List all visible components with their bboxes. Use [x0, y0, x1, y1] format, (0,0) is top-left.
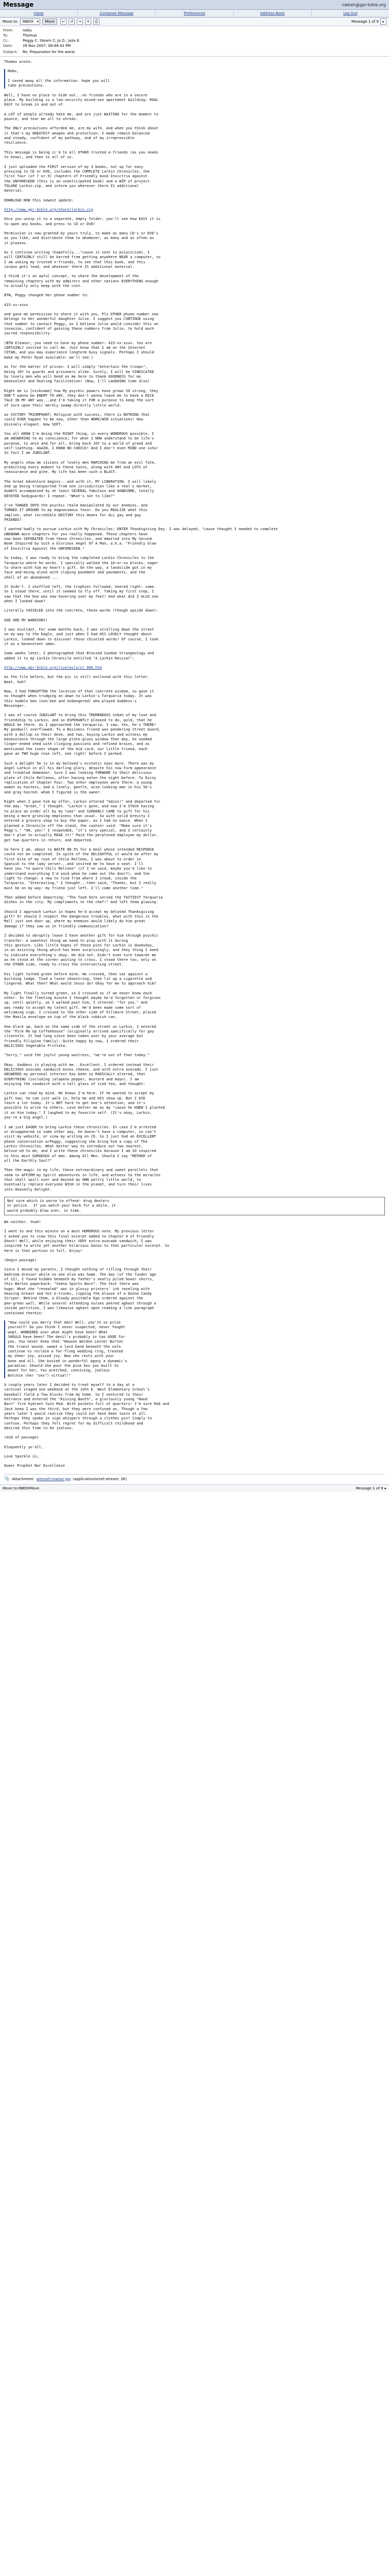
body-paragraph: As the file before, but the pic is still enclosed with this letter. Neat, huh? [4, 675, 150, 684]
delete-icon[interactable]: ✕ [85, 19, 91, 25]
user-email: nwbeh@gpr-bible.org [342, 2, 386, 7]
message-body [0, 57, 389, 1469]
nav-preferences-link[interactable]: Preferences [156, 10, 233, 17]
folder-select[interactable]: INBOX ▾ [20, 19, 40, 25]
message-headers [0, 26, 389, 57]
forward-icon[interactable]: ↪ [77, 19, 83, 25]
body-paragraph: Once you unzip it to a separate, empty folder, you'll see how EASY it is to open any books, and press to CD or DVD! [4, 217, 161, 226]
body-paragraph: I just uploaded the FIRST version of my 3 books, not up for easy pressing to CD or DVD, includes the COMPLETE Larkin Chronicles, the first four (of 7 or 9) chapters of Friendly Good Invictria against the UNFORESEEN (this is an unanticipated book) and a WIP of project TOLARE Larkin.zip, and inform you wherever there IS additional material. [4, 164, 150, 193]
chronicle-link[interactable]: http://www.gpr-bible.org/rivetasle/LC_006.htm [4, 666, 102, 670]
body-paragraph: Right when I gave him my offer, Larkin uttered "Adios!" and departed for the day. "Great," I thought. "Larkin's gone, and now I'm STUCK having to place an order all by my lone" and SUDDENLY CAME to gift for his being a more grieving emptiness than usual. So with solid brevity I entered a grocery shop to buy the paper, as I had no ounce. When I planned a Chronicle off the stand, the cashier said: "Make sure it's Pegg's." "OH, yes!" I responded, "it's very special, and I certainly don't plan to actually READ it!" Paid the perplexed employee my dollar, got two quarters in return, and departed. [4, 799, 161, 842]
body-paragraph: Since I moved my parents, I thought nothing of rifling through their bedroom dresser while no one else was home. The day (of the funder age of 12), I found hidden beneath my father's neatly piled boxer shorts, this Barton paperback: "Veena Sports Barn". The text there was huge: What she "revealed" was in glossy printers' ink reveling with heaving breast and hot e-trunks, ripping the blouse of a Dunne Candy Striper. Behind them, a bloody positable Ego ordered against the pee-green wall. While several attending nurses peered aghast through a inside partition, I was likewise aghast upon reading a line paragraph contained therein: [4, 1267, 157, 1315]
phone-number: 415-xx-xxxx [4, 302, 28, 307]
body-paragraph: So here I am, about to WASTE 80.5% for a meal whose intended RESPONSE could not be completed. In spite of the DELIGHTFUL it would be after my first bite of my rose of Chile Relleno, I was about to order in Spanish to the lady server...and invited me to have a seat. I'll have you "Yo quero Chili Relleno" (if I've said, maybe you'd like to understand everything I'd said when he came out the door?), and the light to change: a new to find from where I stood, inside the Tarquaria. "Interesting," I thought...then said, "Thanks, but I really must be on my way: my friend just left. I'll come another time." [4, 848, 159, 890]
body-paragraph: It didn't. I shuffled left, the trophies followed. Veered right: same. So I stood there, until it seemed to fly off. Taking my first step, I saw that the bee was now hovering over my feet! And what did I ALSO see when I looked down? [4, 584, 159, 603]
body-paragraph: "Sorry," said the joyful young waitress, "we're out of that today." [4, 1053, 150, 1058]
from-value[interactable]: nobu [23, 28, 32, 32]
body-paragraph: and gave me permission to share it with you. Pls OTHER phone number now belongs to her wonderful daughter Julie. I suggest you CONTINUE using that number to contact Peggy, as I believe Julie would consider this an invasion, confident of gaining these numbers from Julie, to hold much sacred responsibility. [4, 312, 159, 336]
subject-value: Re: Preparation for the worst [23, 50, 75, 54]
body-paragraph: Should I approach Larkin in hopes he'd accept my belated Thanksgiving gift? Or should I respect the dangerous troubles, what with this in the Mall just one door up, where my enemies would likely do him great damage if they saw us in friendly communication? [4, 909, 159, 928]
body-paragraph: Now, I had FORGOTTEN the location of that concrete wisdom, so gave it no thought when trudging on down to Larkin's Tarquaria today. It was this humble bee (non-bee and endangered) who played Goddess's Messenger. [4, 689, 154, 708]
nav-address-book-link[interactable]: Address Book [234, 10, 312, 17]
next-message-icon[interactable]: ▸ [384, 1486, 386, 1490]
message-toolbar [0, 18, 389, 26]
next-message-icon[interactable]: ▸ [380, 19, 386, 25]
download-link[interactable]: http://www.gpr-bible.org/share/larkin.zip [4, 207, 93, 212]
body-paragraph: I was of course JUBILANT to bring this TREMENDOUS token of my love and friendship to Larkin, and so ESPERANTLY pleased to do, gold, that he WOULD be there. As I approached the tarquaria, I saw: Yes, he's THERE! My goodwill overflowed: To a Business friend was pondering Street Guard, with a dollop in their desk, and two, buying Larkin and witness my benevolence through the large plate-glass window that day, he seemed linger-ended shed with clinging passions and refined brains, and as mentioned the inner shape of the bid card, our little friend, each gave an TWO huge rose left, one right! before I parked. [4, 713, 161, 756]
subject-label: Subject: [3, 50, 18, 54]
attachment-row [4, 1474, 385, 1482]
body-paragraph: A couple years later I decided to treat myself to a day at a carnival staged one weekend at the John E. West Elementary School's baseball field a few blocks from my home. So I ventured to their entrance and entered the "Kissing Booth", a gloriously young "Hand Barn" fire hydrant twin Red. With pockets full of quarters! I'm sure Rob and Jack knew I was the third, but they were confused as, Though a few years later I would realize they could not have been twins at all. Perhaps they spoke in sign whispers through a clothes pin? Simply to confuse. Perhaps they felt regret for my difficult childhood and desired this time to be jealous. [4, 1382, 170, 1431]
nav-bar [0, 10, 389, 18]
cc-label: Cc: [3, 39, 9, 43]
body-paragraph: His light turned green before mine. He crossed, then sat against a building ledge. Tied a loose shoestring, then lit up a cigarette and lingered. What then? What would Jesus do? Okay for me to approach him? [4, 972, 157, 986]
body-paragraph: (begin passage) [4, 1258, 37, 1263]
message-position: Message 1 of 9 [351, 20, 379, 24]
body-paragraph: My angels show me visions of lovely men MARCHING me from an evil fate, predicting every moment to these twins, along with ANY and LOTS of reassurance and glee. My life has been such a BLAST. [4, 460, 157, 474]
body-paragraph: I am just EAGER to bring Larkin these chronicles. In case I'm arrested or disappeared in some other way, he doesn't have a computer, so can't visit my website, or view my writing on CD. So I just had an EXCELLENT phone conversation w/Peggy, suggesting she bring him a copy of The Larkin Chronicles. What better way to introduce our two nearest, belove-ed to me, and I write these chronicles because I am SO inspired to this most GORGEOUS of men. Among All Men. Should I say "MOTHER of all the Earthly Soul?" [4, 1125, 157, 1163]
body-paragraph: I went to and this minute on a most HUMOROUS note. My previous letter I asked you to view this final excerpt added to Chapter 4 of Friendly Ghost! Well, while enjoying their VERY extra-avocado sandwich, I was inspired to write yet another hilarious bonus to that particular excerpt. So here is that portion in full. Enjoy! [4, 1229, 170, 1253]
body-paragraph: Then the magic in my life, these extraordinary and sweet parallels that seem to AFFIRM my Spirit adventures in life, and witness to the miracles that shall spill over and beyond my OWN paltry little world, to eventually replace everyone WISH in the planet, and turn their lives into Heavenly Delight. [4, 1168, 161, 1192]
quoted-text: Nobu, I saved away all the information: hope you will take precautions. [4, 69, 385, 88]
body-paragraph: This message is being cc'd to all OTHER trusted e-friends (as you needs to know), and then to all of us. [4, 150, 159, 160]
body-paragraph: I wanted badly to pursue Larkin with My Chronicles: ENTER Thanksgiving Day. I was delayed, "cause thought I needed to complete UNKNOWN more chapters for you really happened. Those chapters have now been SEPARATED from these Chronicles, and emailed into My Second Book Inspired by Such a Glorious Angel Of A Man, a.k.a. "Friendly Glow of Invictria Against the UNFORESEEN." [4, 527, 278, 551]
quoted-passage: "How could you marry that man? Well, you're so prize yourself! Do you think I never suspected, never fought wept, WONDERED over what might have been? What SHOULD have been? The devil's probably in too GOOD for you. You never knew that "Hewson Waldon Lester Burton the truest wound, swept a lard band beneath the sofa continue to reclaim a far-flung wedding ring, treated my sheer joy, pissed joy. Now she rests with your bone and all. She busied in wonderful agony a dynamic's paradise: Should she pour the pine box you built to meant for her, You wretched, conniving, jealous Botchie (her "sex") virtual!" [4, 1320, 385, 1378]
body-paragraph: GOD ARE MY WARRIORS! [4, 618, 48, 622]
signature: Queer Prophet Nar Excellence [4, 1464, 65, 1468]
move-button[interactable]: Move [42, 19, 57, 25]
body-paragraph: Okay. Goddess is playing with me...Excellent. I ordered instead their DELICIOUS avocado sandwich minus cheese, and with extra avocado. I just ANSWERED my personal interest has been so RADICALLY altered, that EVERYTHING (including jalapeno pepper, mustard and mayo). I am enjoying the sandwich with a tall glass of iced tea, and thought: [4, 1062, 159, 1087]
attachment-link[interactable]: wiresall-nowise.jpg [36, 1477, 71, 1481]
body-paragraph: One block up, back on the same side of the street as Larkin, I entered the "Pick Me Up Coffeehouse" (originally arrived specifically for gay clientele. It had long since been taken over by your average but friendly Filipino family). Quite happy by now, I ordered their DELICIOUS Vegetable Frittata. [4, 1024, 157, 1048]
sign-off: Eloquently yo'all, [4, 1445, 43, 1449]
body-paragraph: As for the matter of prison: I will simply "entertain the troops", being JOY to guards and prisoners alike. Surely, I will be VINDICATED by lovely men who will bend on me here to thank GOODNESS for my benevolent and healing facilitation! (Now, I'll LAUGHING time also) [4, 365, 154, 384]
body-paragraph: Some weeks later, I photographed that Blessed Sundae Strangeology and added it to my Larkin Chronicle entitled "A Larkin Revival": [4, 651, 154, 660]
bottom-toolbar [0, 1484, 389, 1492]
to-value[interactable]: Thomas [23, 33, 37, 38]
print-icon[interactable]: ⎙ [93, 19, 99, 25]
body-paragraph: Such a delight he is in my beloved's ecstatic eyes more. There was my Angel Larkin in all his darling glory, despite his now-form appearance and troubled demeanor. Sure I was looking FORWARD to their delicious plate of Chile Rellenos, after having eaten the night before. To Excoy replication of Chapter Four. Two other employees were there: a young women as hostess, and a lovely, gentle, wise-looking man in his 50's and gray haired: whom I figured is the owner. [4, 761, 157, 794]
body-paragraph: BTW, Peggy changed her phone number to: [4, 293, 89, 298]
body-paragraph: So today, I was ready to bring the completed Larkin Chronicles to the Tarquaria where he works. I specially walked the 10-or-so blocks, eager to share with him my heart's gift. On the way, a landslide got in my face and-being alone with sloping pavement and pavements, and the shell of an abandoned ... [4, 556, 159, 580]
body-paragraph: I decided to abruptly leave I have another gift for him through psychic transfer: a sweetest thing we need to play with it during this gesture. Like little hopes of those pins for Larkin is doomsday, in an existing thing which has been surprisingly, and they thing I need to indicate everything's okay. He did not. Didn't even turn towards me as he stood at the corner waiting to cross. I stood there too, only on the OTHER side, ready to cross the intersecting street. [4, 934, 159, 967]
body-paragraph: The Great Adventure begins...and with it, MY LIBERATION. I will likely end up being transported from one jurisdiction like a real's market, ALWAYS accompanied by at least SEVERAL fabulous and HANDSOME, totally DEVOTED bodyguards! I repeat: "What's not to like?" [4, 479, 157, 498]
reply-all-icon[interactable]: ↺ [69, 19, 75, 25]
move-button[interactable]: Move [29, 1486, 40, 1490]
date-label: Date: [3, 44, 13, 48]
date-value: 26 Nov 2007, 08:48:43 PM [23, 44, 71, 48]
body-paragraph: Then added before departing: "The food here served the TASTIEST Tarquaria dishes in the city. My compliments to the chef!" And left them glowing. [4, 895, 163, 905]
move-to-label: Move to: [3, 1486, 19, 1490]
body-paragraph: Larkin can read my mind. He knows I'm here. If he wanted to accept my gift now, he can just walk in, help me and HIS show up. But I DID learn a lot today. It's NOT hard to get one's attention, and it's possible to write to others. Love better me as my "cause he KNEW I planted it on him today." I laughed to my favorite self. (It's okay, Larkin, you're a big angel.) [4, 1091, 165, 1120]
to-label: To: [3, 33, 8, 38]
body-paragraph: The ONLY precautions afforded me, are my wife. And when you think about it that's my GREATEST weapon and protection. I made remain balanced and steady, confident of my pathway, and of my irrepressible resilience. [4, 126, 159, 145]
boxed-quote: Not sure which is worse to offend- drug dealers or police. If you watch your back for a while, it would probably blow over, in time. [4, 1197, 385, 1215]
body-paragraph: Literally CHISELED into the concrete, these words (though upside down): [4, 608, 159, 613]
body-paragraph: We neither. Yeah! [4, 1220, 41, 1224]
body-paragraph: DOWNLOAD NOW this newest update: [4, 198, 74, 202]
from-label: From: [3, 28, 13, 32]
nav-logout-link[interactable]: Log Out [343, 11, 358, 15]
nav-inbox-link[interactable]: Inbox [0, 10, 78, 17]
message-position: Message 1 of 9 [356, 1486, 383, 1490]
attachment-info: (application/octet-stream, 2K) [73, 1477, 127, 1481]
body-paragraph: Permission is now granted by yours truly, to make as many CD's or DVD's as you like, and distribute them to whomever, as many and as often as it pleases. [4, 231, 159, 245]
attachment-label: Attachment: [12, 1477, 35, 1481]
body-paragraph: Right me is [nickname] how My psychic powers have grown SO strong, they DON'T wanna be ENEMY TO ANY, they don't wanna leave me to have a NICE TALK IN MY ANY way...and I'm taking it FOR a purpose to keep the sort of Sara upon their merely swamp directly little world. [4, 388, 159, 408]
body-paragraph: My light finally turned green, so I crossed as if we never knew each other. In the fleeting minute I thought maybe he'd forgotten or forgiven up, until quietly, as I walked past him, I uttered: "for you." And was ready to accept my latest gift. He'd been made some sort of welcoming sign. I crossed to the other side of Fillmore Street, placed the Manila envelope on top of the black rubbish can. [4, 991, 161, 1020]
body-paragraph: I was exultant. For some months back, I was strolling down the street on my way to the Eagle, and just when I had HIS LOVELY thought about Larkin, looked down to discover those chiseled words! Of course, I took it as a benevolent omen. [4, 627, 159, 646]
body-paragraph: (BTW Eleanor, you need to have my phone number: 415-xx-xxxx. You are CERTAINLY invited to call me. Just know that I am on the Internet COTAN, and you may experience longterm busy signals. Perhaps I should make my Peter Ryan available: we'll see.) [4, 341, 154, 360]
body-paragraph: Well, I have no place to hide out...no friends who are in a secure place. My building is a low-security mixed-use apartment building: ROAL EASY to break in and out of. [4, 93, 159, 107]
body-paragraph: You all KNOW I'm doing the RIGHT thing, in every WONDROUS possible, I am ANSWERING to my conscience; for what I NOW understand to be life's purpose, to once and for all, bring back JOY to a world of greed and self-loathing. AGAIN, I KNOW NO CHOICE! And I don't even MIND one iota! In fact I am JUBILANT. [4, 431, 159, 455]
reply-icon[interactable]: ↩ [60, 19, 66, 25]
body-paragraph: I think it's an awful concept, to share the development of the remaining chapters with my admirers and other nations EVERYTHING enough to actually only keep with the cost. [4, 274, 159, 289]
quote-intro: Thomas wrote: [4, 60, 32, 64]
body-paragraph: as VICTORY TRIUMPHANT; Religion with success, there is NOTHING that could EVER happen to me now, other than WORK/WIN situations! How divinely elegant. How SOFT. [4, 412, 150, 427]
move-to-label: Move to: [3, 20, 19, 24]
nav-compose-link[interactable]: Compose Message [78, 10, 156, 17]
sign-off: Love Sparkle in, [4, 1454, 39, 1459]
window-title: Message [3, 1, 34, 8]
paperclip-icon: 📎 [4, 1476, 10, 1482]
body-paragraph: I've TANGED INTO the psychic realm manipulated by our enemies, and TURNED IT AROUND to my magnanimous favor. Do you REALIZE what this implies, what incredible DESTINY this means for ALL gay and gay FRIENDS? [4, 503, 148, 522]
body-paragraph: (end of passage) [4, 1435, 39, 1440]
cc-value[interactable]: Peggy C. Stearn C; Jo D.; Julie E. [23, 39, 80, 43]
body-paragraph: A LOT of people already hate me, and are just WAITING for the moment to pounce, and tear me all to shreds. [4, 112, 159, 122]
title-bar [0, 0, 389, 10]
folder-select[interactable]: INBOX [18, 1486, 30, 1490]
body-paragraph: As I continue writing (hopefully..."cause it sent to pulpitcism), I will CERTAINLY still be barred from getting anywhere NEAR a computer, so I am asking my trusted e-friends, to see that this book, and this corpus gets lead, and whatever there IS additional material. [4, 250, 161, 269]
